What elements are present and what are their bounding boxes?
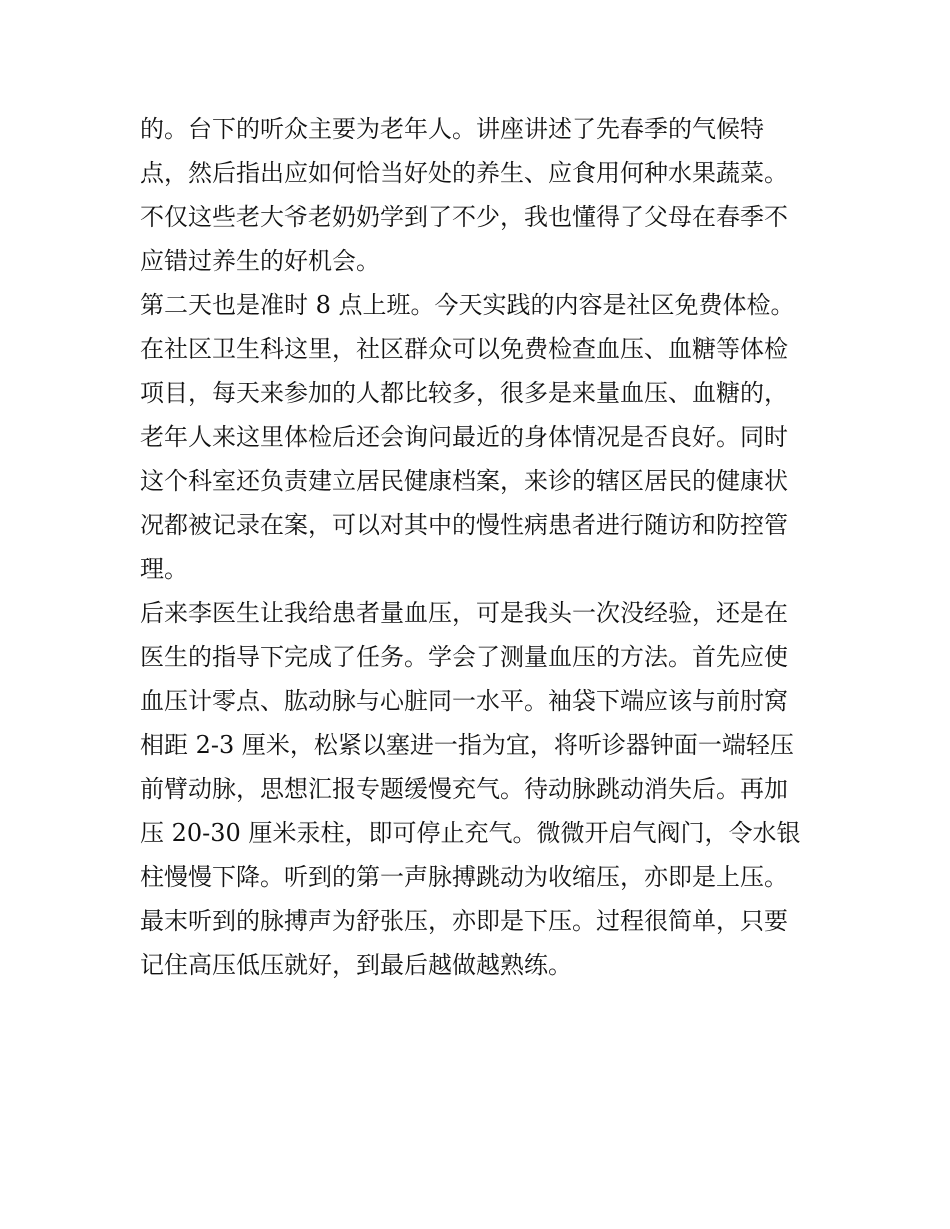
text-line: 理。 — [140, 555, 188, 583]
text-line: 不仅这些老大爷老奶奶学到了不少，我也懂得了父母在春季不 — [140, 203, 788, 231]
text-line: 相距 2-3 厘米，松紧以塞进一指为宜，将听诊器钟面一端轻压 — [140, 731, 794, 759]
body-text — [140, 107, 820, 987]
text-line: 点，然后指出应如何恰当好处的养生、应食用何种水果蔬菜。 — [140, 159, 788, 187]
text-line: 这个科室还负责建立居民健康档案，来诊的辖区居民的健康状 — [140, 467, 788, 495]
text-line: 最末听到的脉搏声为舒张压，亦即是下压。过程很简单，只要 — [140, 907, 788, 935]
text-line: 的。台下的听众主要为老年人。讲座讲述了先春季的气候特 — [140, 115, 764, 143]
text-line: 第二天也是准时 8 点上班。今天实践的内容是社区免费体检。 — [140, 291, 795, 319]
text-line: 后来李医生让我给患者量血压，可是我头一次没经验，还是在 — [140, 599, 788, 627]
text-line: 压 20-30 厘米汞柱，即可停止充气。微微开启气阀门，令水银 — [140, 819, 801, 847]
text-line: 医生的指导下完成了任务。学会了测量血压的方法。首先应使 — [140, 643, 788, 671]
text-line: 记住高压低压就好，到最后越做越熟练。 — [140, 951, 572, 979]
text-line: 项目，每天来参加的人都比较多，很多是来量血压、血糖的， — [140, 379, 788, 407]
text-line: 老年人来这里体检后还会询问最近的身体情况是否良好。同时 — [140, 423, 788, 451]
text-line: 在社区卫生科这里，社区群众可以免费检查血压、血糖等体检 — [140, 335, 788, 363]
text-line: 况都被记录在案，可以对其中的慢性病患者进行随访和防控管 — [140, 511, 788, 539]
text-line: 前臂动脉，思想汇报专题缓慢充气。待动脉跳动消失后。再加 — [140, 775, 788, 803]
text-line: 应错过养生的好机会。 — [140, 247, 380, 275]
text-line: 柱慢慢下降。听到的第一声脉搏跳动为收缩压，亦即是上压。 — [140, 863, 788, 891]
text-line: 血压计零点、肱动脉与心脏同一水平。袖袋下端应该与前肘窝 — [140, 687, 788, 715]
